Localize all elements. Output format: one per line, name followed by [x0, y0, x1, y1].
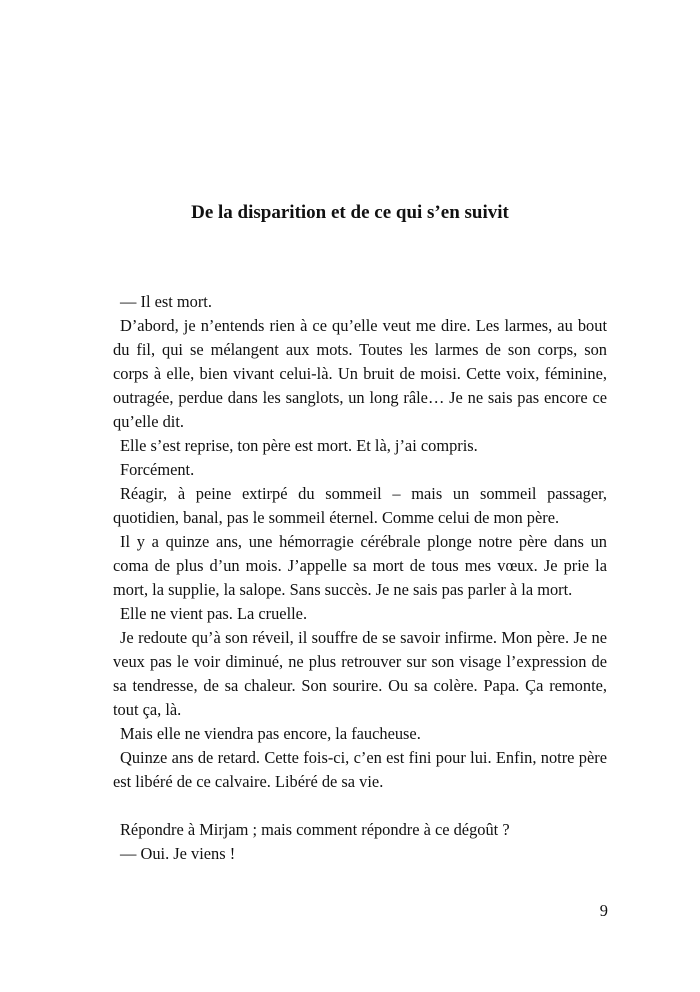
page-number: 9: [599, 901, 608, 920]
paragraph: Mais elle ne viendra pas encore, la faucheuse.: [120, 724, 421, 743]
paragraph: Quinze ans de retard. Cette fois-ci, c’en est fini pour lui. Enfin, notre père est libéré de ce calvaire. Libéré de sa vie.: [113, 748, 607, 791]
paragraph: Réagir, à peine extirpé du sommeil – mais un sommeil passager, quotidien, banal, pas le sommeil éternel. Comme celui de mon père.: [113, 484, 607, 527]
paragraph: — Il est mort.: [120, 292, 212, 311]
chapter-title: De la disparition et de ce qui s’en suivit: [191, 202, 509, 223]
paragraph: Forcément.: [120, 460, 195, 479]
paragraph: — Oui. Je viens !: [120, 844, 236, 863]
paragraph: Je redoute qu’à son réveil, il souffre de se savoir infirme. Mon père. Je ne veux pas le voir diminué, ne plus retrouver sur son visage l’expression de sa tendresse, de sa chaleur. Son sourire. Ou sa colère. Papa. Ça remonte, tout ça, là.: [113, 628, 607, 719]
paragraph: Répondre à Mirjam ; mais comment répondre à ce dégoût ?: [120, 820, 510, 839]
paragraph: Elle s’est reprise, ton père est mort. Et là, j’ai compris.: [120, 436, 478, 455]
chapter-body: [113, 290, 607, 866]
paragraph: Il y a quinze ans, une hémorragie cérébrale plonge notre père dans un coma de plus d’un mois. J’appelle sa mort de tous mes vœux. Je prie la mort, la supplie, la salope. Sans succès. Je ne sais pas parler à la mort.: [113, 532, 607, 599]
paragraph: D’abord, je n’entends rien à ce qu’elle veut me dire. Les larmes, au bout du fil, qui se mélangent aux mots. Toutes les larmes de son corps, son corps à elle, bien vivant celui-là. Un bruit de moisi. Cette voix, féminine, outragée, perdue dans les sanglots, un long râle… Je ne sais pas encore ce qu’elle dit.: [113, 316, 607, 431]
paragraph: Elle ne vient pas. La cruelle.: [120, 604, 308, 623]
